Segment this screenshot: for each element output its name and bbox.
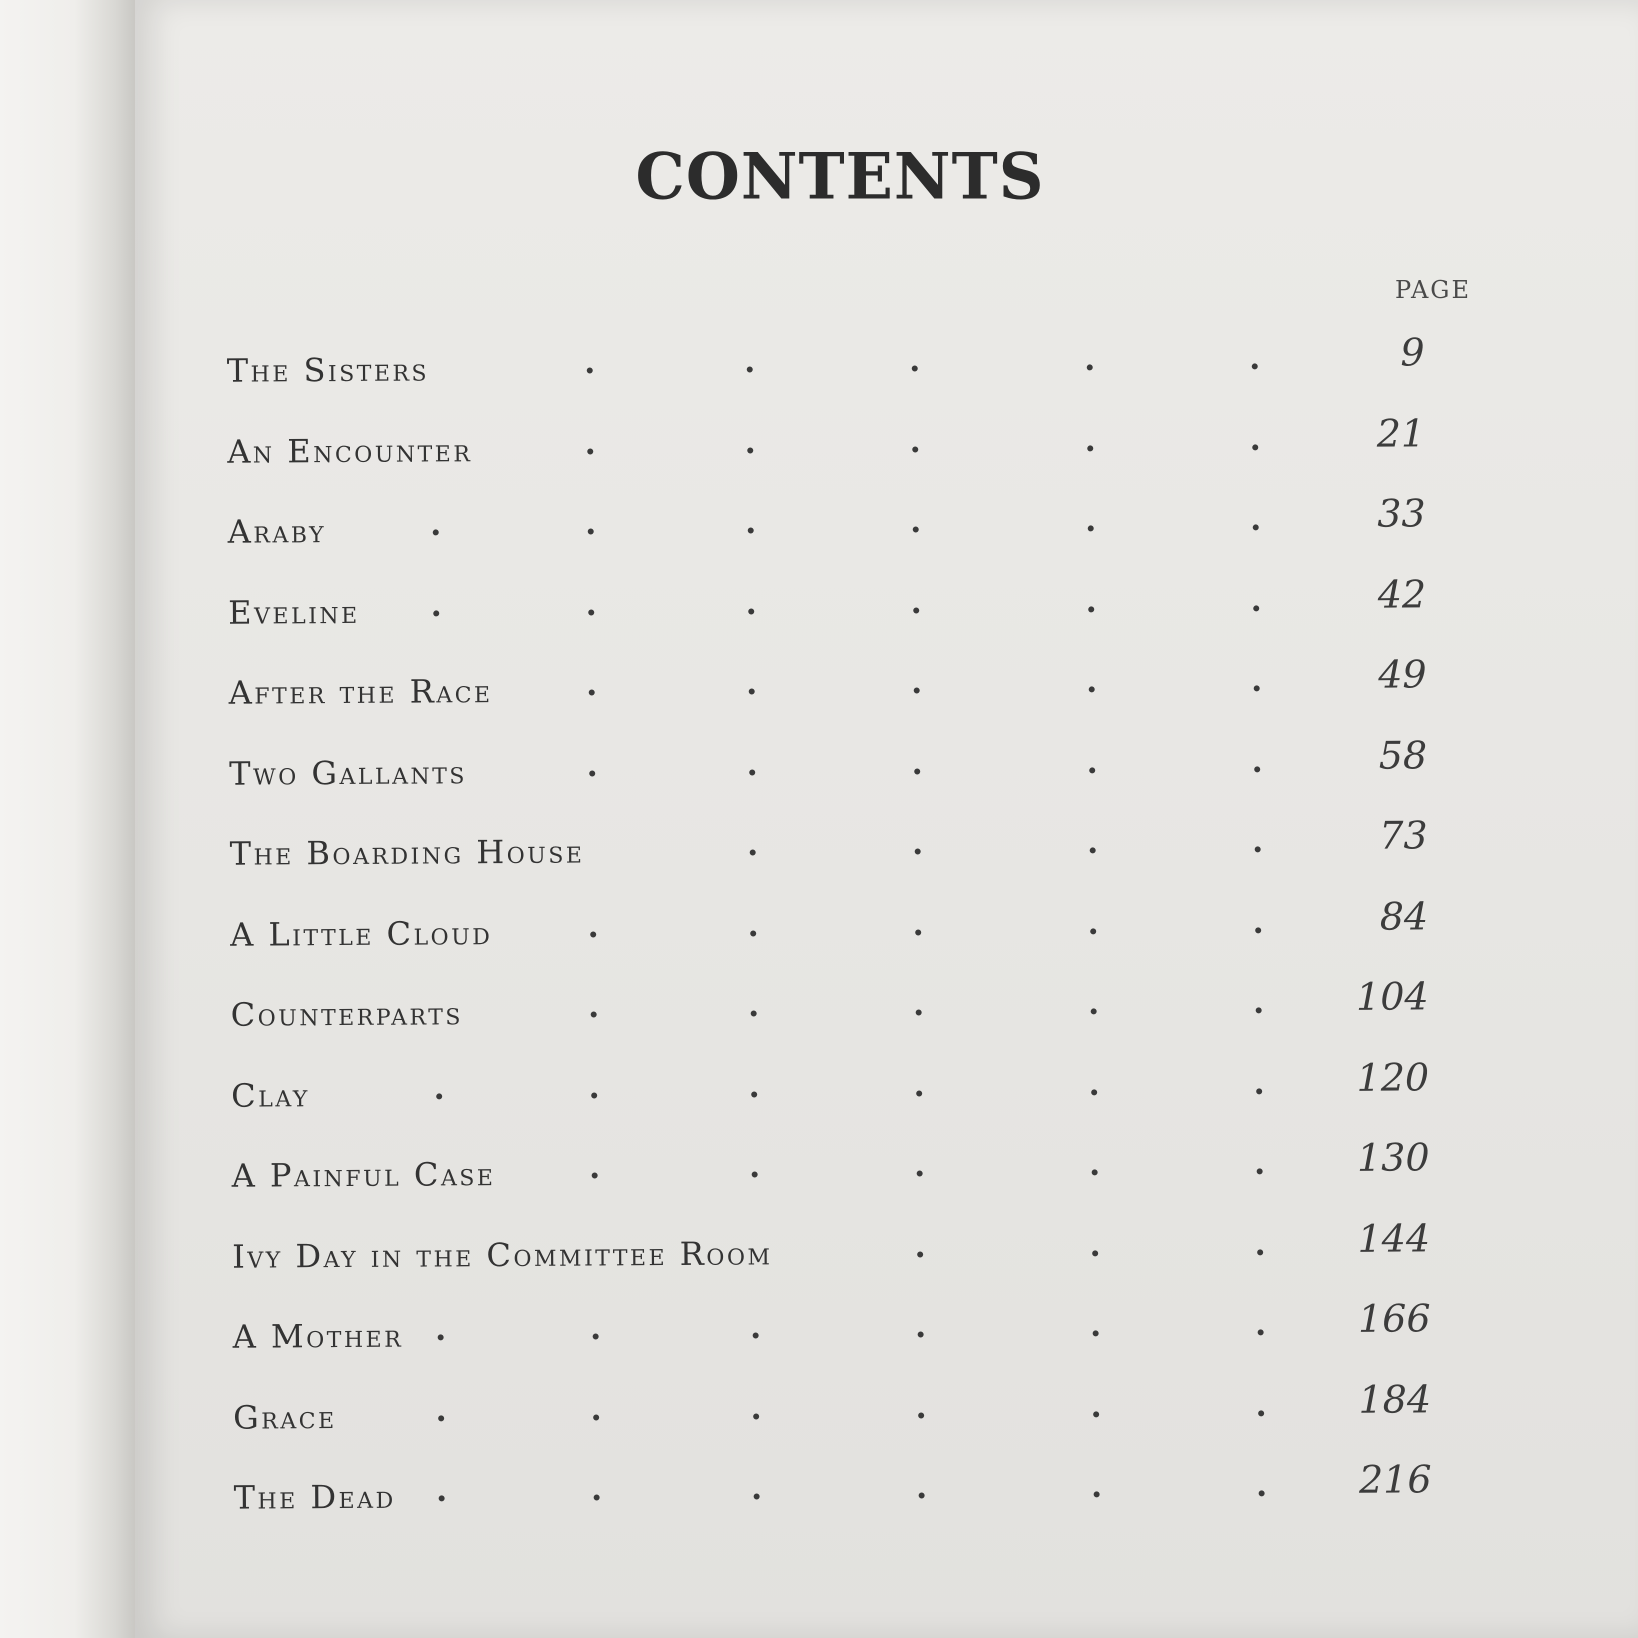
leader-dot xyxy=(747,447,753,453)
leader-dot xyxy=(1255,846,1261,852)
toc-entry-title: The Dead xyxy=(233,1477,396,1517)
leader-dot xyxy=(750,849,756,855)
leader-dot xyxy=(918,1412,924,1418)
leader-dot xyxy=(1092,1250,1098,1256)
toc-entry-page-number: 166 xyxy=(1357,1296,1431,1341)
page-column-label: PAGE xyxy=(1395,276,1471,304)
leader-dot xyxy=(433,610,439,616)
leader-dot xyxy=(752,1171,758,1177)
facing-page-edge xyxy=(0,0,135,1638)
contents-heading: CONTENTS xyxy=(635,139,1045,214)
leader-dot xyxy=(753,1332,759,1338)
leader-dot xyxy=(587,448,593,454)
toc-entry xyxy=(134,652,1637,734)
toc-entry-page-number: 73 xyxy=(1379,813,1428,858)
toc-entry-page-number: 42 xyxy=(1377,571,1427,617)
toc-entry-page-number: 144 xyxy=(1357,1215,1431,1261)
leader-dot xyxy=(1257,1168,1263,1174)
leader-dot xyxy=(438,1415,444,1421)
leader-dot xyxy=(1255,927,1261,933)
leader-dot xyxy=(1090,847,1096,853)
leader-dot xyxy=(912,365,918,371)
leader-dot xyxy=(751,1010,757,1016)
leader-dot xyxy=(438,1334,444,1340)
contents-page xyxy=(135,0,1638,1638)
toc-entry-page-number: 21 xyxy=(1376,410,1426,456)
leader-dot xyxy=(747,366,753,372)
toc-entry-page-number: 9 xyxy=(1400,330,1425,375)
leader-dot xyxy=(1257,1249,1263,1255)
leader-dot xyxy=(433,529,439,535)
table-of-contents xyxy=(130,0,1638,1638)
leader-dot xyxy=(594,1494,600,1500)
leader-dot xyxy=(1087,445,1093,451)
leader-dot xyxy=(1090,928,1096,934)
toc-entry-page-number: 58 xyxy=(1378,732,1428,778)
leader-dot xyxy=(589,770,595,776)
toc-entry-title: Eveline xyxy=(228,592,360,632)
leader-dot xyxy=(913,607,919,613)
toc-entry-page-number: 33 xyxy=(1377,491,1426,536)
leader-dot xyxy=(919,1492,925,1498)
leader-dot xyxy=(914,687,920,693)
toc-entry-title: A Little Cloud xyxy=(230,913,493,954)
leader-dot xyxy=(1252,363,1258,369)
leader-dot xyxy=(915,929,921,935)
leader-dot xyxy=(1094,1491,1100,1497)
toc-entry-title: A Painful Case xyxy=(231,1155,496,1195)
toc-entry-page-number: 216 xyxy=(1358,1457,1432,1502)
leader-dot xyxy=(1088,606,1094,612)
leader-dot xyxy=(588,609,594,615)
toc-entry-title: Two Gallants xyxy=(229,752,468,793)
toc-entry-title: Counterparts xyxy=(230,994,464,1034)
toc-entry-page-number: 49 xyxy=(1378,652,1427,697)
toc-entry xyxy=(137,1215,1638,1298)
leader-dot xyxy=(748,608,754,614)
toc-entry-page-number: 84 xyxy=(1379,893,1429,939)
toc-entry xyxy=(136,1054,1638,1137)
toc-entry-title: A Mother xyxy=(232,1316,404,1356)
leader-dot xyxy=(916,1090,922,1096)
toc-entry xyxy=(136,974,1638,1056)
leader-dot xyxy=(1093,1411,1099,1417)
toc-entry-title: Clay xyxy=(231,1075,310,1115)
toc-entry-title: After the Race xyxy=(228,672,493,712)
leader-dot xyxy=(914,768,920,774)
leader-dot xyxy=(1253,524,1259,530)
toc-entry xyxy=(138,1296,1638,1378)
toc-entry xyxy=(138,1376,1638,1459)
leader-dot xyxy=(1252,444,1258,450)
leader-dot xyxy=(754,1493,760,1499)
leader-dot xyxy=(917,1251,923,1257)
leader-dot xyxy=(751,1091,757,1097)
leader-dot xyxy=(915,848,921,854)
leader-dot xyxy=(1091,1008,1097,1014)
leader-dot xyxy=(591,1011,597,1017)
leader-dot xyxy=(912,446,918,452)
leader-dot xyxy=(1089,767,1095,773)
toc-entry-page-number: 104 xyxy=(1355,974,1429,1019)
toc-entry xyxy=(132,410,1635,493)
toc-entry-title: Ivy Day in the Committee Room xyxy=(232,1233,773,1276)
leader-dot xyxy=(587,367,593,373)
leader-dot xyxy=(592,1172,598,1178)
leader-dot xyxy=(591,1092,597,1098)
toc-entry-title: Grace xyxy=(233,1397,337,1437)
leader-dot xyxy=(589,689,595,695)
toc-entry-page-number: 184 xyxy=(1358,1376,1432,1422)
leader-dot xyxy=(593,1414,599,1420)
leader-dot xyxy=(439,1495,445,1501)
leader-dot xyxy=(748,527,754,533)
leader-dot xyxy=(1089,686,1095,692)
leader-dot xyxy=(1087,364,1093,370)
leader-dot xyxy=(753,1413,759,1419)
toc-entry xyxy=(139,1457,1638,1539)
leader-dot xyxy=(918,1331,924,1337)
leader-dot xyxy=(1256,1088,1262,1094)
leader-dot xyxy=(1256,1007,1262,1013)
leader-dot xyxy=(436,1093,442,1099)
toc-entry xyxy=(137,1135,1638,1217)
leader-dot xyxy=(916,1009,922,1015)
toc-entry xyxy=(135,893,1638,976)
leader-dot xyxy=(1088,525,1094,531)
leader-dot xyxy=(749,688,755,694)
leader-dot xyxy=(750,930,756,936)
leader-dot xyxy=(917,1170,923,1176)
toc-entry-title: An Encounter xyxy=(227,430,473,471)
leader-dot xyxy=(1259,1490,1265,1496)
leader-dot xyxy=(1258,1410,1264,1416)
toc-entry xyxy=(132,330,1635,412)
leader-dot xyxy=(588,528,594,534)
toc-entry xyxy=(133,571,1636,654)
toc-entry-page-number: 130 xyxy=(1356,1135,1430,1180)
leader-dot xyxy=(593,1333,599,1339)
leader-dot xyxy=(1092,1169,1098,1175)
leader-dot xyxy=(913,526,919,532)
leader-dot xyxy=(1091,1089,1097,1095)
leader-dot xyxy=(1258,1329,1264,1335)
leader-dot xyxy=(1093,1330,1099,1336)
leader-dot xyxy=(1254,685,1260,691)
toc-entry xyxy=(135,813,1638,895)
toc-entry-title: Araby xyxy=(227,512,327,551)
toc-entry xyxy=(133,491,1636,573)
leader-dot xyxy=(1254,766,1260,772)
toc-entry xyxy=(134,732,1637,815)
leader-dot xyxy=(749,769,755,775)
leader-dot xyxy=(590,931,596,937)
toc-entry-title: The Sisters xyxy=(226,350,430,390)
leader-dot xyxy=(1253,605,1259,611)
toc-entry-page-number: 120 xyxy=(1356,1054,1430,1100)
toc-entry-title: The Boarding House xyxy=(229,832,585,873)
